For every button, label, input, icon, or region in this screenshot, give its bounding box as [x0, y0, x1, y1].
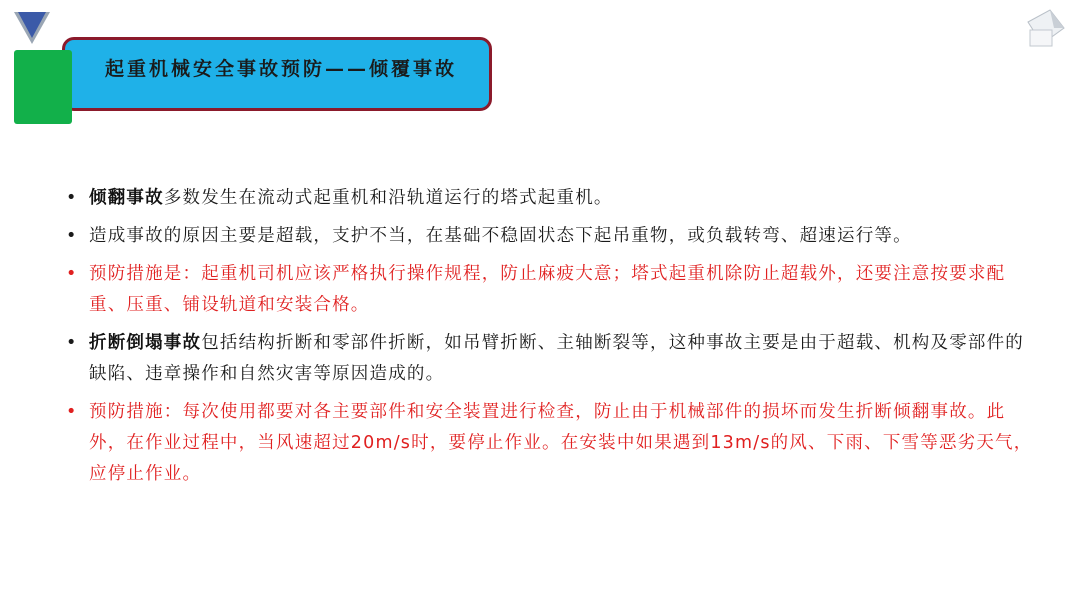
bullet-lead: 折断倒塌事故: [89, 333, 202, 353]
bullet-list: [62, 183, 1037, 497]
bullet-text: 造成事故的原因主要是超载，支护不当，在基础不稳固状态下起吊重物，或负载转弯、超速运行等。: [89, 226, 912, 246]
bullet-dot: •: [66, 226, 78, 246]
bullet-dot: •: [66, 264, 78, 284]
bullet-dot: •: [66, 333, 78, 353]
bullet-text: 多数发生在流动式起重机和沿轨道运行的塔式起重机。: [163, 188, 613, 208]
bullet-text: 包括结构折断和零部件折断，如吊臂折断、主轴断裂等，这种事故主要是由于超载、机构及零部件的缺陷、违章操作和自然灾害等原因造成的。: [89, 333, 1024, 384]
bullet-lead: 倾翻事故: [89, 188, 164, 208]
bullet-item-warning: [62, 397, 1037, 490]
bullet-item-warning: [62, 259, 1037, 321]
bullet-dot: •: [66, 402, 78, 422]
bullet-text: 预防措施：每次使用都要对各主要部件和安全装置进行检查，防止由于机械部件的损坏而发生折断倾翻事故。此外，在作业过程中，当风速超过20m/s时，要停止作业。在安装中如果遇到13m/s的风、下雨、下雪等恶劣天气，应停止作业。: [89, 402, 1033, 484]
page-corner-icon: [1024, 8, 1068, 48]
slide-title: 起重机械安全事故预防——倾覆事故: [105, 58, 458, 80]
bullet-item: [62, 183, 1037, 214]
bullet-item: [62, 328, 1037, 390]
bullet-text: 预防措施是：起重机司机应该严格执行操作规程，防止麻疲大意；塔式起重机除防止超载外，还要注意按要求配重、压重、铺设轨道和安装合格。: [89, 264, 1006, 315]
accent-block: [14, 50, 72, 124]
down-triangle-icon: [14, 12, 50, 44]
bullet-dot: •: [66, 188, 78, 208]
bullet-item: [62, 221, 1037, 252]
